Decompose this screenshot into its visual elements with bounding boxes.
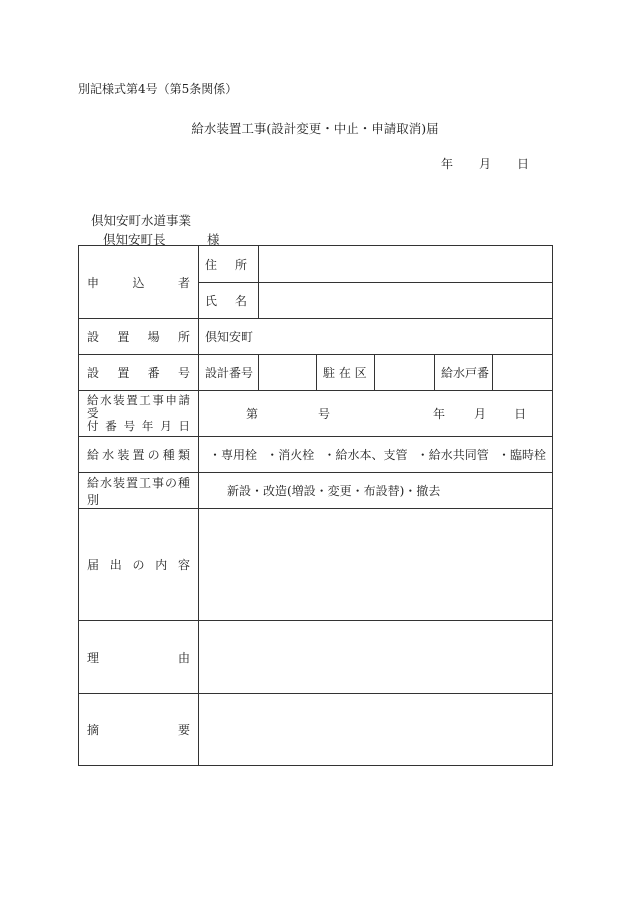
form-title: 給水装置工事(設計変更・中止・申請取消)届 [191,121,439,136]
honorific: 様 [207,232,220,247]
device-type-label-cell: 給 水 装 置 の 種 類 [79,437,199,473]
receipt-year: 年 [433,407,446,421]
device-type-options [199,437,553,473]
addressee-title: 倶知安町長 [103,232,166,247]
address-field[interactable] [259,246,553,283]
remarks-label-cell: 摘 要 [79,694,199,766]
design-number-field[interactable] [259,355,317,391]
application-form-table [78,245,553,766]
submission-date [441,155,529,172]
remarks-field[interactable] [199,694,553,766]
applicant-label-cell: 申 込 者 [79,246,199,319]
device-option-shared-pipe[interactable]: ・給水共同管 [416,448,489,462]
location-label-cell: 設 置 場 所 [79,319,199,355]
content-label-cell: 届 出 の 内 容 [79,509,199,621]
reason-label-cell: 理 由 [79,621,199,694]
reason-field[interactable] [199,621,553,694]
date-month-label: 月 [479,157,492,171]
receipt-field[interactable] [199,391,553,437]
device-option-fire-hydrant[interactable]: ・消火栓 [266,448,315,462]
receipt-dai: 第 [246,407,259,421]
household-number-field[interactable] [493,355,553,391]
work-type-label-cell: 給水装置工事の種別 [79,473,199,509]
install-number-label-cell: 設 置 番 号 [79,355,199,391]
date-day-label: 日 [517,157,530,171]
form-number: 別記様式第4号（第5条関係） [78,82,238,96]
design-number-label: 設計番号 [199,355,259,391]
work-type-options[interactable]: 新設・改造(増設・変更・布設替)・撤去 [199,473,553,509]
device-option-private-tap[interactable]: ・専用栓 [209,448,258,462]
name-label-cell: 氏 名 [199,283,259,319]
receipt-month: 月 [474,407,487,421]
device-option-temporary-tap[interactable]: ・臨時栓 [498,448,547,462]
name-field[interactable] [259,283,553,319]
addressee-organization: 倶知安町水道事業 [91,213,192,228]
address-label-cell: 住 所 [199,246,259,283]
parking-zone-field[interactable] [375,355,435,391]
receipt-label-cell: 給水装置工事申請受 付 番 号 年 月 日 [79,391,199,437]
date-year-label: 年 [441,157,454,171]
parking-zone-label: 駐 在 区 [317,355,375,391]
location-field[interactable]: 倶知安町 [199,319,553,355]
content-field[interactable] [199,509,553,621]
receipt-day: 日 [514,407,527,421]
receipt-go: 号 [318,407,331,421]
household-number-label: 給水戸番 [435,355,493,391]
device-option-main-branch-pipe[interactable]: ・給水本、支管 [323,448,408,462]
